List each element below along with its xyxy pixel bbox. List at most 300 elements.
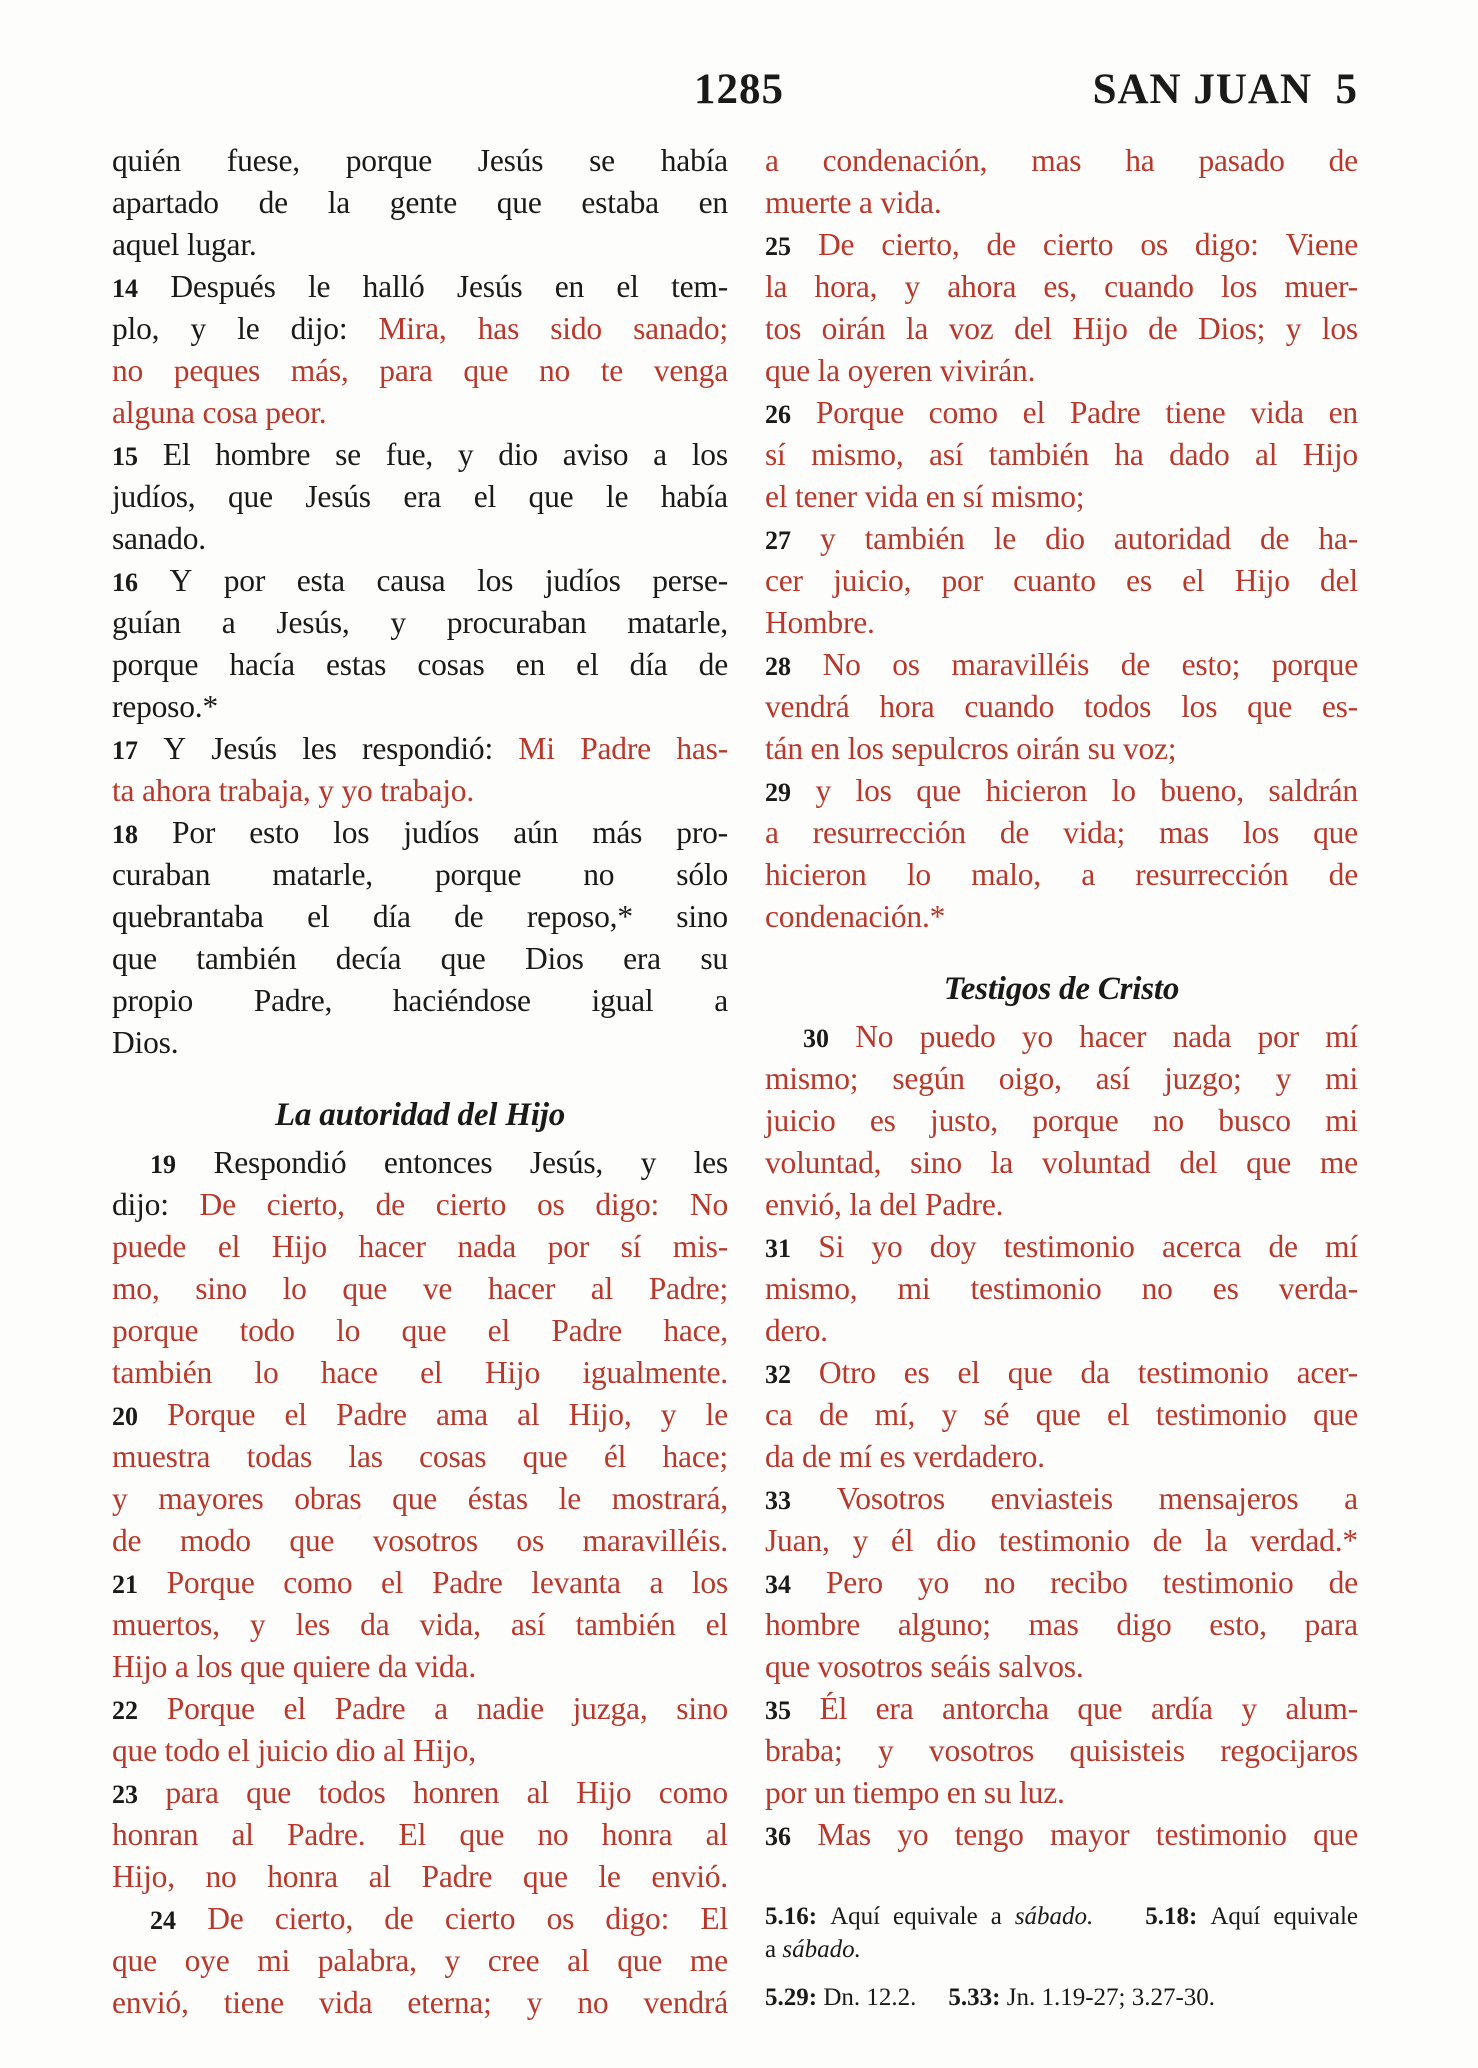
word: Después [170,269,276,304]
word: ha- [1318,521,1358,556]
word: os [546,1901,575,1936]
word: que [1077,1691,1123,1726]
word: Padre, [253,983,333,1018]
word: testimonio [1162,1565,1294,1600]
verse-number: 21 [112,1570,138,1599]
text-run: tán en los sepulcros oirán su voz; [765,731,1177,766]
word: vida [1250,395,1304,430]
word: vosotros [372,1523,478,1558]
word: había [660,479,728,514]
word: el [576,647,599,682]
word: que [522,1859,568,1894]
word: mí [1325,1229,1358,1264]
word: que [1313,1817,1358,1852]
word: mismo, [811,437,904,472]
word: por [223,563,266,598]
word: el [381,1565,404,1600]
word: me [1319,1145,1358,1180]
word: y [1241,1691,1257,1726]
word: que [227,479,273,514]
word: recibo [1050,1565,1128,1600]
word: no [577,1985,609,2020]
word: Hijo [1234,563,1290,598]
word: da [1080,1355,1110,1390]
word: que [1007,1355,1053,1390]
word: y [820,521,836,556]
word: por [1257,1019,1299,1054]
verse-line [112,140,728,182]
word: el [284,1397,307,1432]
word: los [1243,815,1280,850]
word: él [891,1523,914,1558]
word: levanta [531,1565,621,1600]
word: el [307,899,330,934]
word: honra [601,1817,673,1852]
word: causa [376,563,446,598]
verse-line [765,560,1358,602]
word: cierto [1042,227,1114,262]
word: Hijo [271,1229,327,1264]
word: cuando [1104,269,1194,304]
word: dio [498,437,538,472]
word: las [348,1439,383,1474]
word: lo [1111,773,1136,808]
word: esta [296,563,345,598]
word: ve [422,1271,453,1306]
word: Vosotros [836,1481,945,1516]
word: el [616,269,639,304]
verse-line [765,434,1358,476]
word: palabra, [317,1943,417,1978]
word: decía [335,941,402,976]
word: Jesús, [529,1145,604,1180]
word: tem- [671,269,728,304]
verse-number: 25 [765,232,791,261]
verse-line [112,1772,728,1814]
word: a [434,1691,448,1726]
word: se [589,143,615,178]
verse-line [112,1310,728,1352]
word: le [993,521,1017,556]
word: que [916,773,962,808]
word: al [517,1397,540,1432]
word: os [892,647,920,682]
word: y [526,1985,543,2020]
word: cuanto [1013,563,1096,598]
word: testimonio [998,1523,1130,1558]
word: hombre [765,1607,861,1642]
word: juzga, [572,1691,648,1726]
word: mi [1325,1061,1358,1096]
word: la [905,311,929,346]
word: que [528,479,574,514]
word: muertos, [112,1607,220,1642]
word: Jesús [477,143,544,178]
word: de [986,227,1016,262]
verse-line [112,1184,728,1226]
word: peques [173,353,261,388]
verse-line [112,392,728,434]
word: Porque [167,1397,256,1432]
word: obras [294,1481,362,1516]
footnote-line [765,1933,1358,1966]
word: honran [112,1817,199,1852]
word: porque [434,857,522,892]
word: mensajeros [1158,1481,1299,1516]
word: éstas [467,1481,528,1516]
word: sanado; [633,311,728,346]
verse-line [112,1478,728,1520]
word: y [249,1607,266,1642]
word: hacía [229,647,295,682]
word: de [384,1901,414,1936]
word: él [603,1439,627,1474]
word: fue, [385,437,434,472]
verse-line [112,350,728,392]
word: es [903,1355,930,1390]
word: Padre [580,731,651,766]
text-run: ta ahora trabaja, y yo trabajo. [112,773,475,808]
verse-line [112,896,728,938]
verse-number: 23 [112,1780,138,1809]
word: a [765,143,779,178]
verse-line [112,686,728,728]
text-run: Hijo a los que quiere da vida. [112,1649,477,1684]
word: dio [936,1523,976,1558]
word: No [855,1019,894,1054]
word: le [605,479,629,514]
verse-line [112,644,728,686]
word: envió. [651,1859,728,1894]
verse-line [765,686,1358,728]
word: y [1285,311,1302,346]
word: los [691,1565,728,1600]
word: a [649,1565,664,1600]
word: Padre [1069,395,1141,430]
word: sí [765,437,786,472]
word: aviso [562,437,629,472]
page-number: 1285 [694,66,784,113]
verse-line [112,1898,728,1940]
word: del [1014,311,1052,346]
word: hombre [215,437,311,472]
word: dio [1045,521,1085,556]
verse-line [765,1604,1358,1646]
word: igualmente. [582,1355,728,1390]
word: entonces [383,1145,493,1180]
word: Jesús [305,479,371,514]
verse-number: 34 [765,1570,791,1599]
word: reposo,* [526,899,633,934]
word: esto; [1181,647,1241,682]
word: no [538,353,571,388]
word: braba; [765,1733,843,1768]
text-run: Hombre. [765,605,875,640]
verse-number: 17 [112,736,138,765]
word: también [864,521,965,556]
text-run: 5.29: [765,1984,818,2011]
verse-line [765,518,1358,560]
verse-number: 26 [765,400,791,429]
word: mi [1325,1103,1358,1138]
word: y [444,1943,461,1978]
word: mas [1158,815,1210,850]
word: día [372,899,411,934]
word: esto, [1209,1607,1267,1642]
word: ahora [947,269,1017,304]
word: judíos, [112,479,196,514]
verse-number: 24 [150,1906,176,1935]
word: porque [345,143,432,178]
word: hacer [487,1271,556,1306]
word: les [302,731,337,766]
word: porque [112,1313,199,1348]
word: para [1304,1607,1358,1642]
section-heading: Testigos de Cristo [943,971,1180,1007]
word: mostrará, [611,1481,728,1516]
word: sino [676,899,728,934]
word: le [598,1859,621,1894]
word: hace [320,1355,378,1390]
word: a [653,437,667,472]
word: haciéndose [392,983,531,1018]
word: los [855,773,892,808]
word: al [705,1817,728,1852]
word: doy [929,1229,977,1264]
word: Mira, [378,311,447,346]
word: estas [325,647,387,682]
verse-line [765,308,1358,350]
word: Mi [518,731,555,766]
word: De [817,227,855,262]
word: y [815,773,832,808]
word: vida [318,1985,373,2020]
word: Dios [524,941,584,976]
verse-line [765,644,1358,686]
word: al [1254,437,1278,472]
word: es [869,1103,896,1138]
verse-number: 31 [765,1234,791,1263]
word: esto [249,815,300,850]
word: juzgo; [1164,1061,1242,1096]
word: no [1152,1103,1184,1138]
word: que [440,941,486,976]
word: los [1181,689,1218,724]
verse-number: 32 [765,1360,791,1389]
word: juicio [765,1103,836,1138]
verse-line [112,812,728,854]
word: que [342,1271,388,1306]
verse-line [765,350,1358,392]
word: el [420,1355,443,1390]
word: tengo [954,1817,1024,1852]
word: Porque [166,1565,255,1600]
word: al [526,1775,549,1810]
word: que [112,1943,157,1978]
word: al [567,1943,590,1978]
word: que [401,1313,447,1348]
word: todas [246,1439,313,1474]
word: los [1221,269,1258,304]
word: la [1204,1523,1228,1558]
word: acerca [1161,1229,1242,1264]
word: al [368,1859,391,1894]
verse-line [765,1226,1358,1268]
word: maravilléis [951,647,1090,682]
verse-line [112,1730,728,1772]
word: sé [983,1397,1010,1432]
word: Hijo [576,1775,632,1810]
word: a [221,605,236,640]
verse-line [112,1352,728,1394]
verse-line [112,1268,728,1310]
word: El [162,437,191,472]
word: y [852,1523,869,1558]
verse-line [112,1226,728,1268]
word: para [165,1775,219,1810]
verse-line [112,1436,728,1478]
word: hicieron [985,773,1088,808]
word: les [693,1145,728,1180]
word: mi [257,1943,291,1978]
word: resurrección [812,815,966,850]
word: resurrección [1135,857,1289,892]
word: que [522,1439,568,1474]
word: y [457,437,474,472]
word: no [583,857,615,892]
word: de [1148,311,1178,346]
word: 5.16: [765,1903,818,1930]
verse-line [765,1478,1358,1520]
verse-number: 29 [765,778,791,807]
word: es [1212,1271,1239,1306]
word: de [999,815,1030,850]
verse-number: 22 [112,1696,138,1725]
word: os [536,1187,565,1222]
word: el [487,1313,511,1348]
word: respondió: [362,731,494,766]
word: también [196,941,297,976]
word: también [575,1607,676,1642]
word: yo [917,1565,950,1600]
word: testimonio [1003,1229,1135,1264]
word: equivale [893,1903,978,1930]
verse-line [765,1058,1358,1100]
verse-line [112,1856,728,1898]
word: y [640,1145,657,1180]
word: el [217,1229,241,1264]
word: todo [239,1313,295,1348]
word: de [1328,143,1358,178]
word: os [1140,227,1168,262]
footnotes-block [765,1900,1358,2014]
word: lo [906,857,931,892]
word: la [765,269,788,304]
word: malo, [971,857,1041,892]
word: autoridad [1113,521,1231,556]
word: mi [897,1271,931,1306]
word: es- [1321,689,1358,724]
word: judíos [403,815,480,850]
word: Jesús [456,269,523,304]
word: Padre [551,1313,623,1348]
word: no [1141,1271,1173,1306]
word: mo, [112,1271,160,1306]
word: a [714,983,728,1018]
word: se [335,437,361,472]
verse-line [765,728,1358,770]
word: todos [318,1775,386,1810]
word: ha [1125,143,1155,178]
verse-line [112,518,728,560]
word: voz [948,311,994,346]
word: en [1328,395,1358,430]
verse-line [112,1646,728,1688]
word: saldrán [1268,773,1358,808]
text-run: a [765,1936,783,1963]
word: Hijo [1072,311,1128,346]
word: sino [676,1691,728,1726]
word: era [403,479,442,514]
word: Respondió [213,1145,347,1180]
word: lo [254,1355,279,1390]
word: Hijo, [568,1397,632,1432]
word: Padre [421,1859,493,1894]
word: Padre [431,1565,503,1600]
word: dijo: [112,1187,169,1222]
word: verdad.* [1250,1523,1358,1558]
word: me [689,1943,728,1978]
word: envió, [112,1985,189,2020]
word: Porque [815,395,904,430]
word: y [877,1733,894,1768]
word: quién [112,143,181,178]
word: del [1179,1145,1218,1180]
verse-line [765,1436,1358,1478]
word: voluntad [1041,1145,1151,1180]
word: digo [1116,1607,1172,1642]
word: sólo [676,857,728,892]
word: en [515,647,546,682]
word: cer [765,563,803,598]
word: de [698,647,728,682]
word: Juan, [765,1523,830,1558]
verse-line [765,392,1358,434]
verse-line [765,1562,1358,1604]
verse-line [765,896,1358,938]
word: para [379,353,433,388]
word: Mas [817,1817,871,1852]
verse-line [112,1562,728,1604]
word: de [1328,857,1358,892]
word: que [1247,689,1292,724]
word: juicio, [833,563,912,598]
word: No [822,647,861,682]
word: honren [412,1775,500,1810]
word: has- [676,731,728,766]
word: cierto [435,1187,507,1222]
word: nadie [476,1691,544,1726]
word: de [375,1187,405,1222]
verse-line [765,1352,1358,1394]
word: pro- [676,815,728,850]
word: No [689,1187,728,1222]
word: su [700,941,728,976]
word: lo [282,1271,307,1306]
word: el [473,479,497,514]
word: sí [620,1229,642,1264]
word: voluntad, [765,1145,882,1180]
